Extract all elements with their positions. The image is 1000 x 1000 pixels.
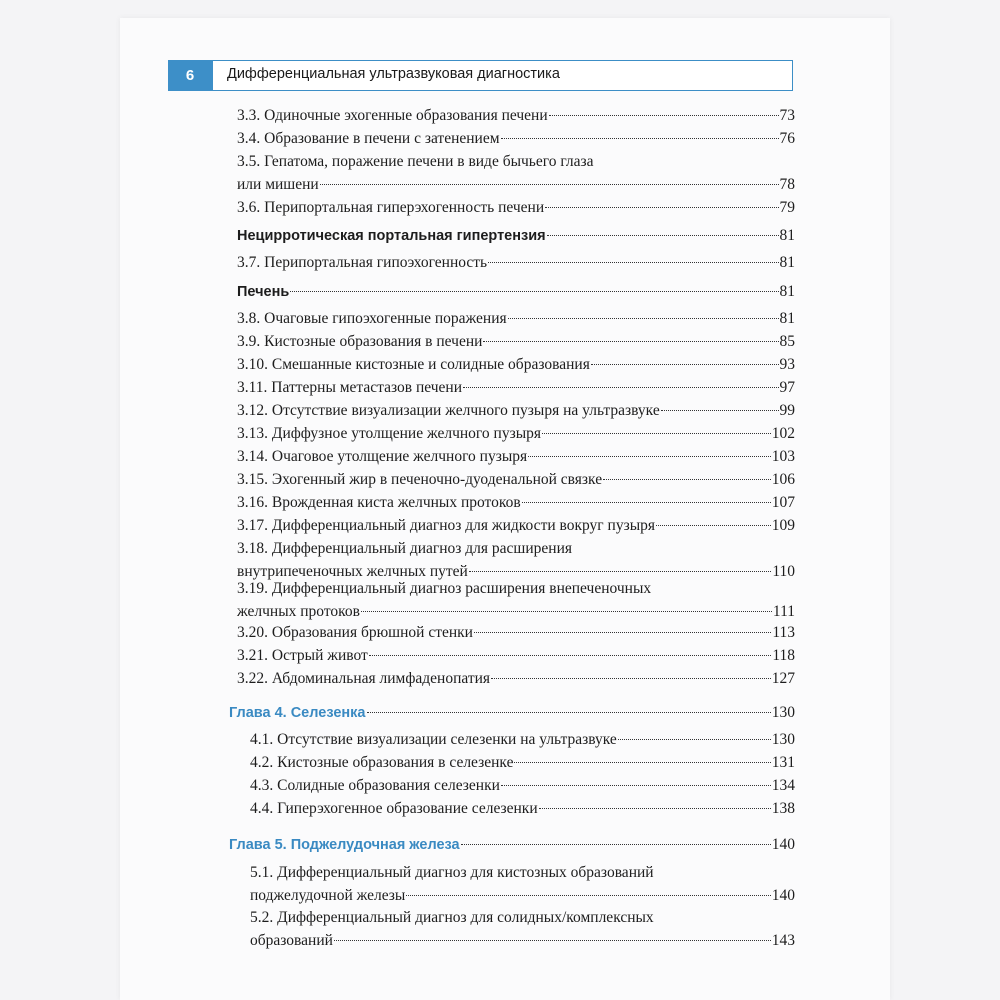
dot-leader [603,479,771,480]
dot-leader [501,138,779,139]
toc-entry-title: 3.11. Паттерны метастазов печени [237,379,463,396]
toc-entry-title: 3.16. Врожденная киста желчных протоков [237,494,521,511]
toc-entry-title-line1: 3.18. Дифференциальный диагноз для расширения [237,540,573,557]
toc-entry [237,127,795,150]
dot-leader [469,571,771,572]
toc-page-number: 110 [772,563,795,580]
toc-entry [237,468,795,491]
toc-entry-title: 3.6. Перипортальная гиперэхогенность печени [237,199,545,216]
dot-leader [547,235,779,236]
toc-entry [237,196,795,219]
toc-section-title: Печень [237,284,290,300]
toc-section-title: Нецирротическая портальная гипертензия [237,228,546,244]
toc-entry-title: 3.14. Очаговое утолщение желчного пузыря [237,448,528,465]
toc-page-number: 79 [779,199,795,216]
dot-leader [545,207,778,208]
toc-entry [237,399,795,422]
toc-page-number: 130 [771,704,795,721]
toc-entry-title-line2: или мишени [237,176,319,193]
toc-page-number: 113 [772,624,795,641]
toc-page-number: 118 [772,647,795,664]
toc-entry-title: 3.22. Абдоминальная лимфаденопатия [237,670,491,687]
toc-entry [250,728,795,751]
toc-entry-title-line2: внутрипеченочных желчных путей [237,563,468,580]
toc-entry [237,150,795,196]
toc-page-number: 107 [771,494,795,511]
toc-entry-title: 3.13. Диффузное утолщение желчного пузыря [237,425,541,442]
toc-entry-title: 3.7. Перипортальная гипоэхогенность [237,254,488,271]
toc-entry [237,667,795,690]
dot-leader [501,785,771,786]
toc-entry [237,353,795,376]
toc-page-number: 103 [771,448,795,465]
toc-section [237,224,795,248]
dot-leader [542,433,771,434]
toc-entry-title-line2: поджелудочной железы [250,887,406,904]
dot-leader [508,318,779,319]
toc-page-number: 138 [771,800,795,817]
dot-leader [661,410,779,411]
toc-page-number: 106 [771,471,795,488]
toc-chapter [229,701,795,725]
toc-entry-title: 3.3. Одиночные эхогенные образования печени [237,107,548,124]
toc-entry [237,491,795,514]
toc-page-number: 81 [779,310,795,327]
dot-leader [591,364,779,365]
toc-chapter-title: Глава 5. Поджелудочная железа [229,837,460,853]
toc-page-number: 81 [779,227,795,244]
toc-page-number: 140 [771,836,795,853]
toc-page-number: 111 [772,603,795,620]
page-number: 6 [168,60,213,91]
toc-entry-title: 4.1. Отсутствие визуализации селезенки на ультразвуке [250,731,617,748]
toc-entry [237,330,795,353]
toc-entry-title: 3.12. Отсутствие визуализации желчного пузыря на ультразвуке [237,402,660,419]
toc-entry-title-line1: 5.1. Дифференциальный диагноз для кистозных образований [250,864,654,881]
dot-leader [334,940,771,941]
toc-page-number: 109 [771,517,795,534]
toc-entry-title: 4.3. Солидные образования селезенки [250,777,500,794]
toc-page-number: 81 [779,254,795,271]
toc-page-number: 131 [771,754,795,771]
dot-leader [488,262,778,263]
toc-page-number: 76 [779,130,795,147]
toc-entry [237,251,795,274]
toc-entry-title-line1: 5.2. Дифференциальный диагноз для солидных/комплексных [250,909,654,926]
dot-leader [369,655,772,656]
toc-entry [237,577,795,623]
toc-entry [237,104,795,127]
running-header-title: Дифференциальная ультразвуковая диагностика [227,66,560,82]
toc-entry-title: 4.2. Кистозные образования в селезенке [250,754,514,771]
dot-leader [618,739,771,740]
toc-entry-title: 4.4. Гиперэхогенное образование селезенки [250,800,538,817]
dot-leader [483,341,778,342]
toc-chapter [229,833,795,857]
toc-page-number: 130 [771,731,795,748]
dot-leader [656,525,771,526]
toc-entry-title: 3.15. Эхогенный жир в печеночно-дуоденальной связке [237,471,603,488]
dot-leader [528,456,771,457]
dot-leader [539,808,771,809]
toc-entry-title: 3.8. Очаговые гипоэхогенные поражения [237,310,507,327]
toc-page-number: 99 [779,402,795,419]
dot-leader [549,115,779,116]
toc-entry-title: 3.4. Образование в печени с затенением [237,130,500,147]
toc-entry [250,751,795,774]
toc-page-number: 140 [771,887,795,904]
toc-page-number: 143 [771,932,795,949]
toc-page-number: 134 [771,777,795,794]
toc-entry [250,774,795,797]
toc-entry-title: 3.17. Дифференциальный диагноз для жидкости вокруг пузыря [237,517,655,534]
toc-entry [237,514,795,537]
dot-leader [406,895,770,896]
dot-leader [474,632,771,633]
toc-entry-title: 3.20. Образования брюшной стенки [237,624,473,641]
toc-page-number: 102 [771,425,795,442]
toc-entry [237,445,795,468]
dot-leader [491,678,771,679]
toc-section [237,280,795,304]
dot-leader [461,844,771,845]
toc-entry [237,376,795,399]
toc-entry [250,861,795,907]
toc-page-number: 78 [779,176,795,193]
dot-leader [522,502,771,503]
toc-entry-title-line2: желчных протоков [237,603,360,620]
toc-page-number: 97 [779,379,795,396]
toc-entry [250,797,795,820]
toc-entry [250,906,795,952]
toc-entry [237,621,795,644]
toc-chapter-title: Глава 4. Селезенка [229,705,366,721]
dot-leader [367,712,771,713]
dot-leader [290,291,778,292]
toc-page-number: 93 [779,356,795,373]
dot-leader [320,184,779,185]
toc-entry [237,644,795,667]
toc-entry-title-line2: образований [250,932,333,949]
toc-page-number: 81 [779,283,795,300]
toc-entry-title: 3.10. Смешанные кистозные и солидные образования [237,356,590,373]
toc-entry [237,422,795,445]
toc-entry-title-line1: 3.5. Гепатома, поражение печени в виде бычьего глаза [237,153,594,170]
dot-leader [361,611,772,612]
dot-leader [463,387,778,388]
toc-entry-title: 3.21. Острый живот [237,647,368,664]
toc-entry [237,307,795,330]
toc-page-number: 85 [779,333,795,350]
toc-page-number: 73 [779,107,795,124]
toc-entry-title-line1: 3.19. Дифференциальный диагноз расширения внепеченочных [237,580,652,597]
dot-leader [514,762,770,763]
toc-page-number: 127 [771,670,795,687]
toc-entry-title: 3.9. Кистозные образования в печени [237,333,483,350]
